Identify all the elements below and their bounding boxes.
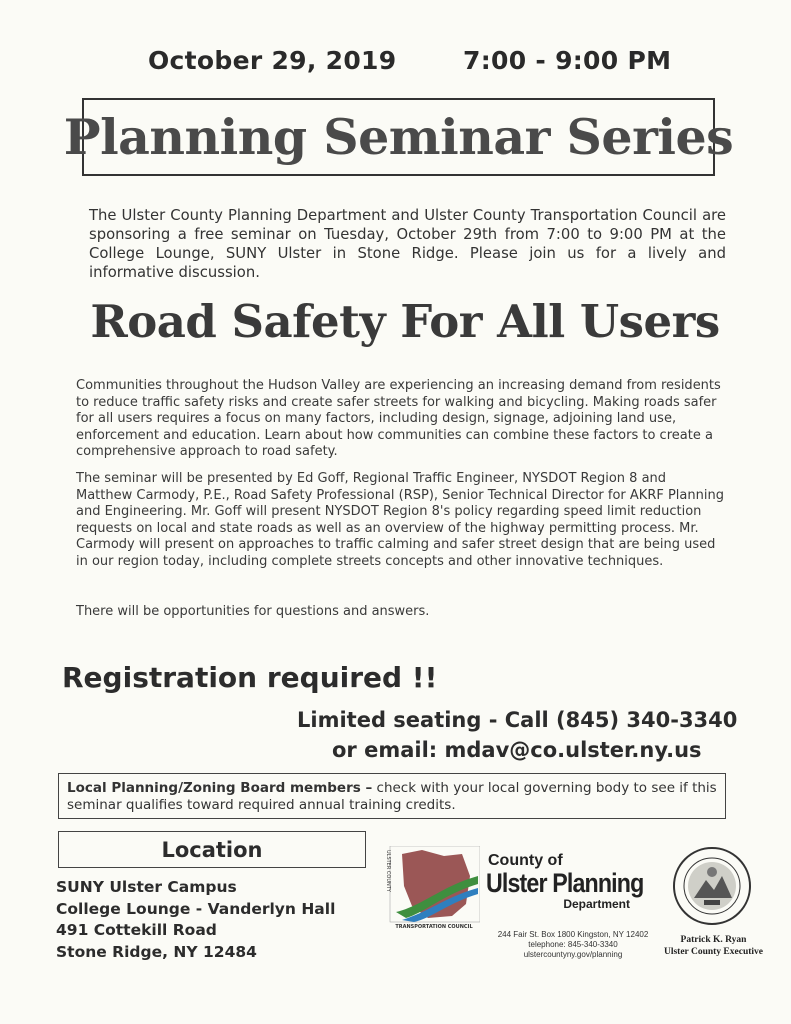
utc-caption: TRANSPORTATION COUNCIL [395, 924, 473, 930]
body-paragraph-2: The seminar will be presented by Ed Goff, Regional Traffic Engineer, NYSDOT Region 8 and Matthew Carmody, P.E., Road Safety Professional (RSP), Senior Technical Director for AKRF Planning and Engineering. Mr. Goff will present NYSDOT Region 8's policy regarding speed limit reduction requests on local and state roads as well as an overview of the highway permitting process. Mr. Carmody will present on approaches to traffic calming and safer street design that are being used in our region today, including complete streets concepts and other innovative techniques. [76, 471, 724, 569]
page-title: Planning Seminar Series [63, 108, 734, 166]
registration-heading: Registration required !! [62, 661, 438, 694]
ucp-address-line: 244 Fair St. Box 1800 Kingston, NY 12402 [497, 930, 649, 939]
ucp-address-line: ulstercountyny.gov/planning [523, 950, 623, 959]
contact-email: or email: mdav@co.ulster.ny.us [332, 738, 702, 762]
address-line: Stone Ridge, NY 12484 [56, 942, 257, 961]
exec-name: Patrick K. Ryan [680, 935, 747, 945]
contact-phone: Limited seating - Call (845) 340-3340 [297, 708, 738, 732]
ucp-name: Ulster Planning [486, 868, 644, 898]
location-heading-box [58, 831, 366, 868]
ucp-address-line: telephone: 845-340-3340 [528, 940, 618, 949]
location-address [56, 877, 335, 963]
ucp-address [488, 930, 658, 960]
location-heading: Location [161, 837, 263, 862]
body-paragraph-3: There will be opportunities for questions and answers. [76, 604, 430, 619]
ucp-dept: Department [563, 897, 630, 911]
utc-vertical-text: ULSTER COUNTY [385, 850, 391, 892]
event-date: October 29, 2019 [148, 46, 397, 75]
address-line: 491 Cottekill Road [56, 921, 217, 939]
address-line: SUNY Ulster Campus [56, 878, 237, 896]
notice-text: check with your local governing body to see if this seminar qualifies toward required annual training credits. [67, 780, 717, 813]
county-seal-icon [672, 846, 752, 926]
county-executive [656, 934, 771, 958]
board-members-notice [58, 773, 726, 819]
exec-title: Ulster County Executive [663, 947, 764, 957]
ulster-planning-logo [486, 852, 664, 911]
notice-bold: Local Planning/Zoning Board members – [67, 780, 373, 796]
address-line: College Lounge - Vanderlyn Hall [56, 899, 336, 918]
seminar-subtitle: Road Safety For All Users [90, 295, 720, 348]
title-box [63, 98, 734, 176]
event-time: 7:00 - 9:00 PM [463, 46, 672, 75]
transportation-council-logo [382, 846, 480, 930]
ucp-county: County of [488, 852, 563, 869]
intro-paragraph: The Ulster County Planning Department and Ulster County Transportation Council are sponsoring a free seminar on Tuesday, October 29th from 7:00 to 9:00 PM at the College Lounge, SUNY Ulster in Stone Ridge. Please join us for a lively and informative discussion. [89, 207, 726, 281]
body-paragraph-1: Communities throughout the Hudson Valley are experiencing an increasing demand from residents to reduce traffic safety risks and create safer streets for walking and bicycling. Making roads safer for all users requires a focus on many factors, including design, signage, adjoining land use, enforcement and education. Learn about how communities can combine these factors to create a comprehensive approach to road safety. [76, 378, 721, 459]
